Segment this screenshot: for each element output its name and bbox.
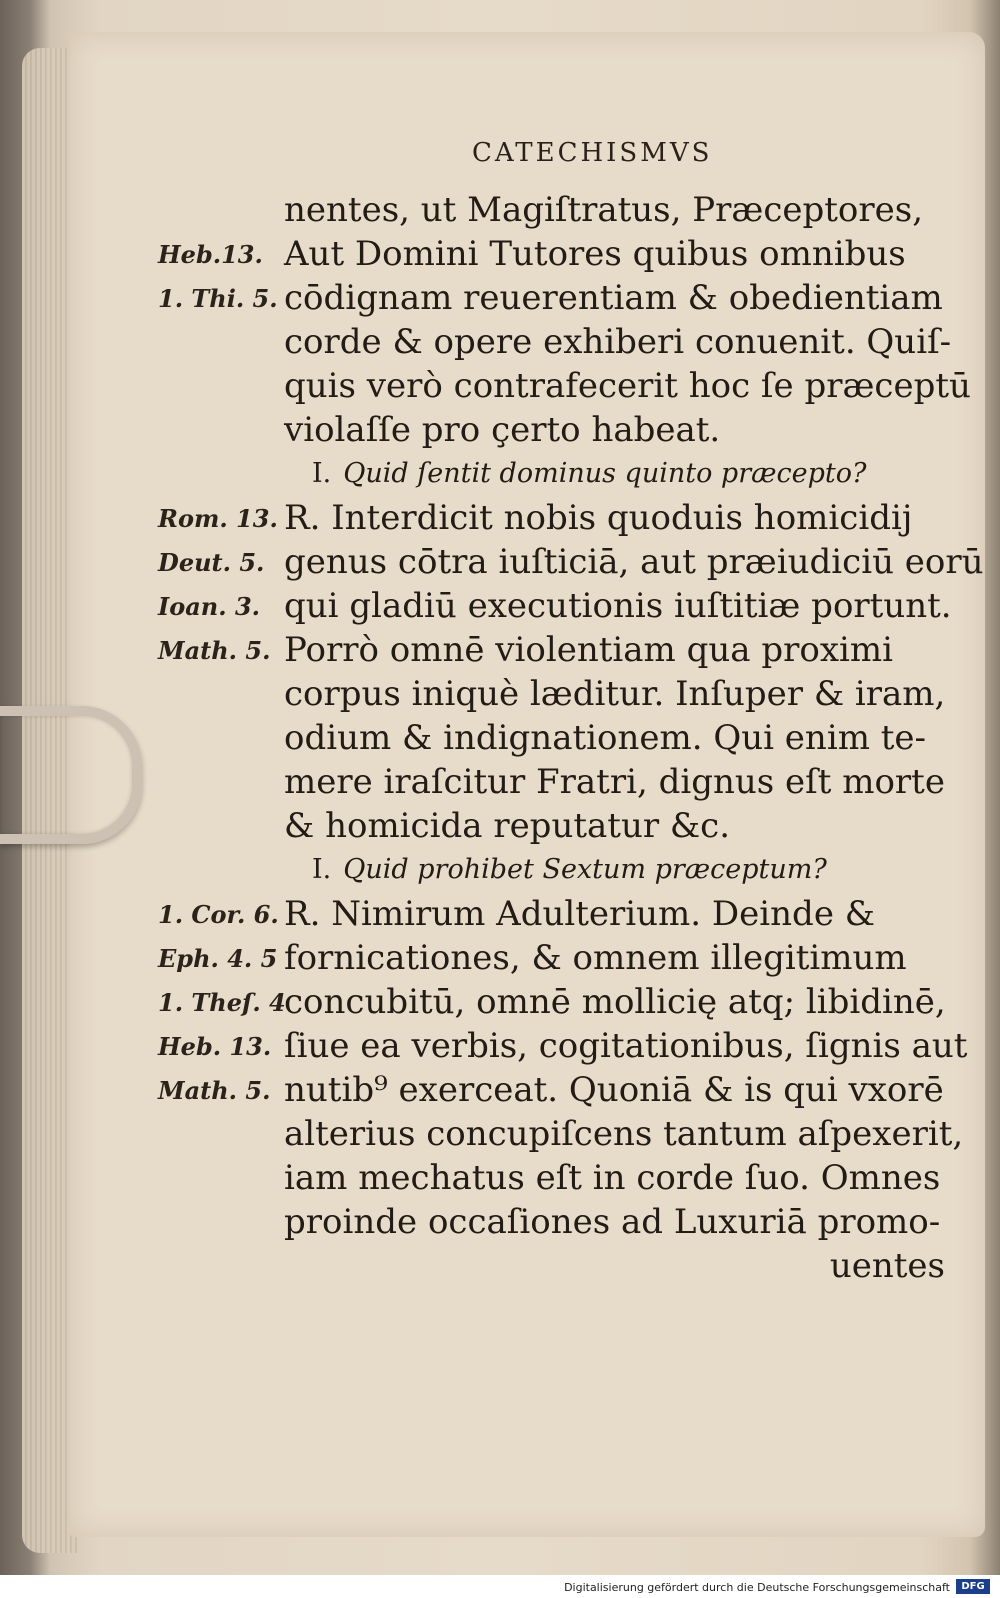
text-line: fornicationes, & omnem illegitimum xyxy=(284,938,907,978)
text-line: concubitū, omnē mollicię atq; libidinē, xyxy=(284,982,946,1022)
catchword: uentes xyxy=(829,1246,945,1286)
question-line xyxy=(284,452,959,496)
margin-reference: Math. 5. xyxy=(158,1076,271,1105)
text-line: corde & opere exhiberi conuenit. Quiſ- xyxy=(284,322,952,362)
footer-credit: Digitalisierung gefördert durch die Deutsche Forschungsgemeinschaft xyxy=(564,1581,950,1594)
dfg-logo: DFG xyxy=(956,1579,990,1594)
text-line: Porrò omnē violentiam qua proximi xyxy=(284,630,893,670)
margin-reference: Heb.13. xyxy=(158,240,263,269)
text-line: R. Interdicit nobis quoduis homicidij xyxy=(284,498,913,538)
text-line: nutib⁹ exerceat. Quoniā & is qui vxorē xyxy=(284,1070,944,1110)
margin-reference: Rom. 13. xyxy=(158,504,278,533)
text-line: alterius concupiſcens tantum aſpexerit, xyxy=(284,1114,964,1154)
text-line: & homicida reputatur &c. xyxy=(284,806,731,846)
text-line: ſiue ea verbis, cogitationibus, ſignis aut xyxy=(284,1026,968,1066)
question-line xyxy=(284,848,959,892)
text-line: proinde occaſiones ad Luxuriā promo- xyxy=(284,1202,941,1242)
margin-reference: Eph. 4. 5 xyxy=(158,944,278,973)
margin-reference: Math. 5. xyxy=(158,636,271,665)
text-line: corpus iniquè læditur. Inſuper & iram, xyxy=(284,674,946,714)
text-line: odium & indignationem. Qui enim te- xyxy=(284,718,927,758)
running-title: CATECHISMVS xyxy=(472,138,713,168)
text-line: iam mechatus eſt in corde ſuo. Omnes xyxy=(284,1158,941,1198)
text-line: genus cōtra iuſticiā, aut præiudiciū eorū xyxy=(284,542,984,582)
text-line: cōdignam reuerentiam & obedientiam xyxy=(284,278,943,318)
page-clip xyxy=(0,706,142,844)
text-line: R. Nimirum Adulterium. Deinde & xyxy=(284,894,876,934)
text-line: nentes, ut Magiſtratus, Præceptores, xyxy=(284,190,924,230)
margin-reference: Ioan. 3. xyxy=(158,592,260,621)
margin-reference: 1. Theſ. 4 xyxy=(158,988,286,1017)
margin-reference: Heb. 13. xyxy=(158,1032,272,1061)
text-line: Aut Domini Tutores quibus omnibus xyxy=(284,234,906,274)
margin-reference: 1. Thi. 5. xyxy=(158,284,278,313)
question-number: I. xyxy=(312,854,332,885)
margin-reference: 1. Cor. 6. xyxy=(158,900,279,929)
text-line: violaſſe pro çerto habeat. xyxy=(284,410,721,450)
margin-reference: Deut. 5. xyxy=(158,548,265,577)
text-line: mere iraſcitur Fratri, dignus eſt morte xyxy=(284,762,945,802)
question-text: Quid prohibet Sextum præceptum? xyxy=(343,854,827,885)
text-line: qui gladiū executionis iuſtitiæ portunt. xyxy=(284,586,952,626)
text-line: quis verò contrafecerit hoc ſe præceptū xyxy=(284,366,971,406)
main-text-block xyxy=(284,188,984,1288)
question-text: Quid ſentit dominus quinto præcepto? xyxy=(343,458,867,489)
question-number: I. xyxy=(312,458,332,489)
